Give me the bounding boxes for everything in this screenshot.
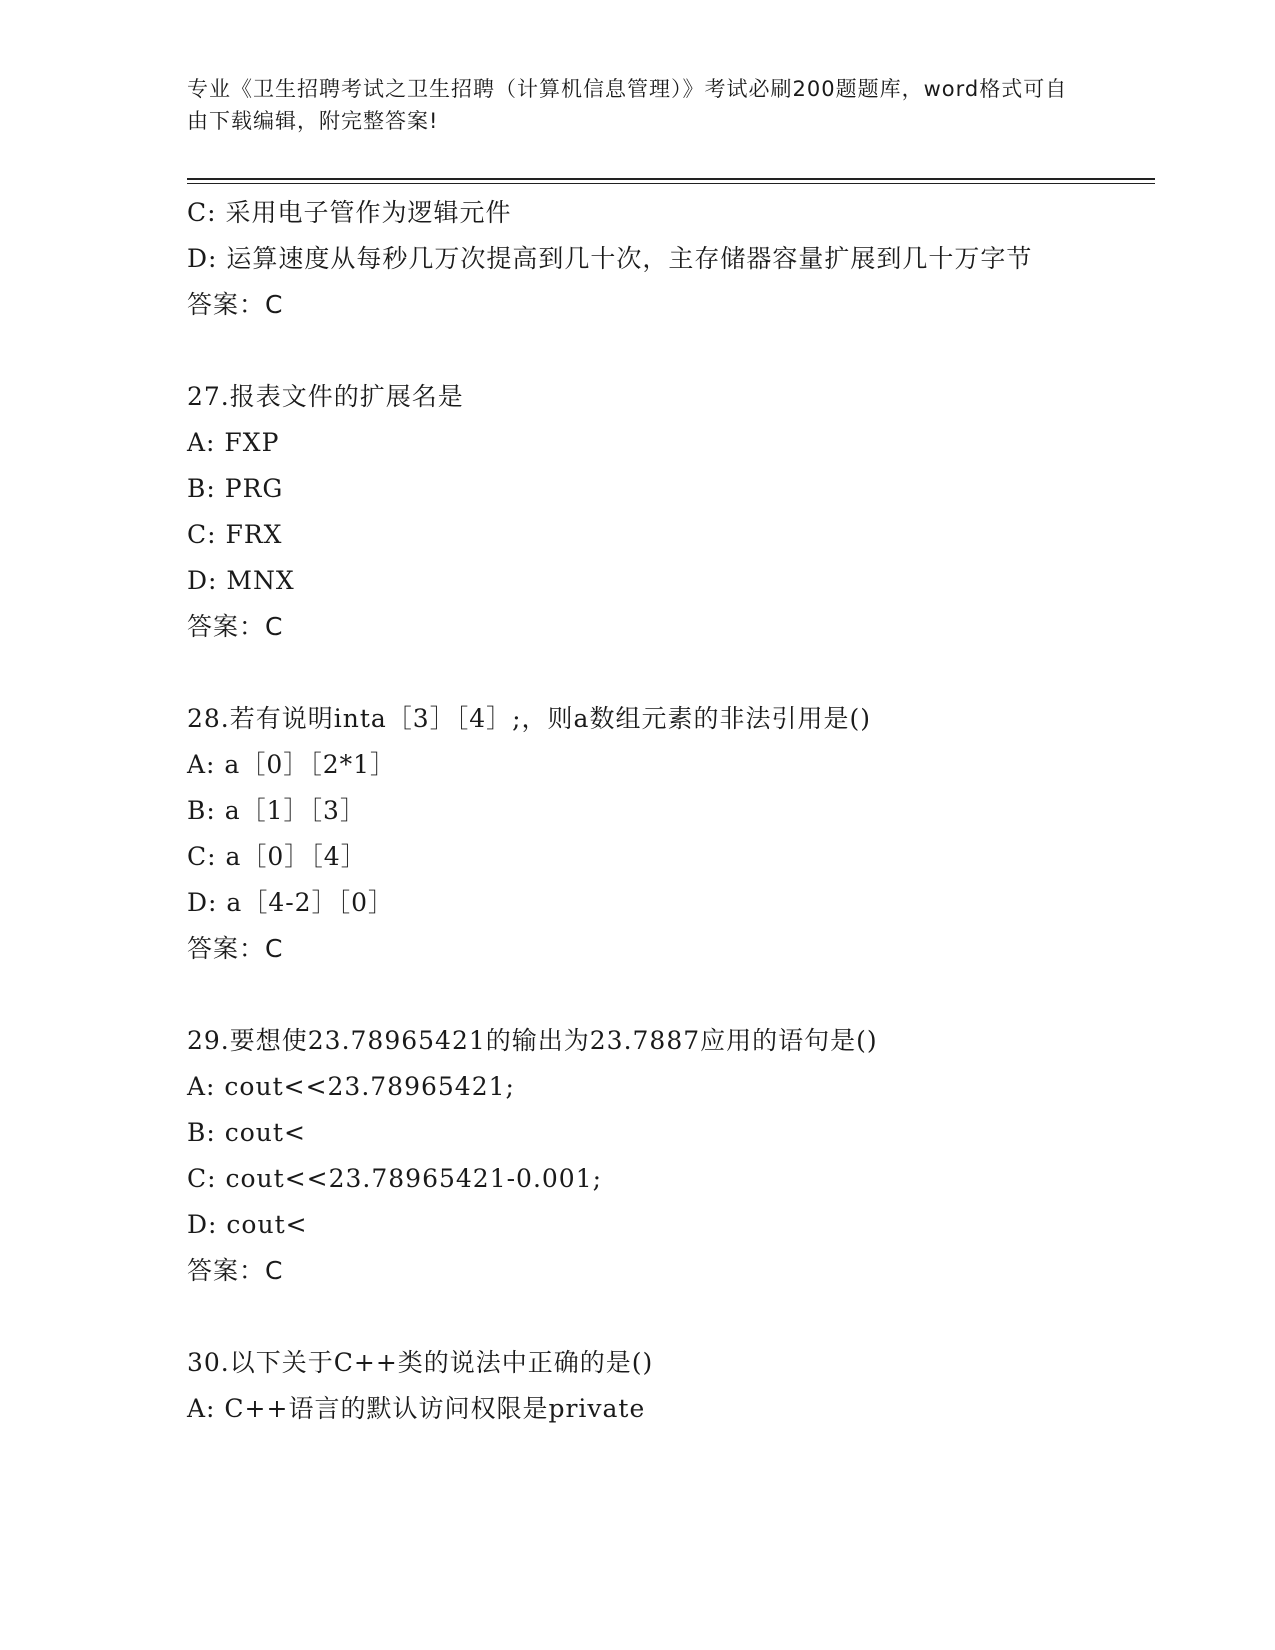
question-stem: 29.要想使23.78965421的输出为23.7887应用的语句是(): [187, 1026, 878, 1055]
option-c: C: FRX: [187, 520, 283, 549]
question-stem: 27.报表文件的扩展名是: [187, 382, 464, 411]
option-d: D: 运算速度从每秒几万次提高到几十次，主存储器容量扩展到几十万字节: [187, 244, 1033, 273]
answer: 答案：C: [187, 1256, 284, 1285]
option-b: B: a［1］［3］: [187, 796, 366, 825]
option-d: D: MNX: [187, 566, 295, 595]
option-a: A: FXP: [187, 428, 280, 457]
option-c: C: cout<<23.78965421-0.001;: [187, 1164, 603, 1193]
question-stem: 30.以下关于C++类的说法中正确的是(): [187, 1348, 654, 1377]
question-stem: 28.若有说明inta［3］［4］;，则a数组元素的非法引用是(): [187, 704, 871, 733]
option-d: D: cout<: [187, 1210, 308, 1239]
option-b: B: PRG: [187, 474, 284, 503]
option-a: A: C++语言的默认访问权限是private: [187, 1394, 646, 1423]
option-c: C: a［0］［4］: [187, 842, 367, 871]
option-a: A: a［0］［2*1］: [187, 750, 397, 779]
header-rule-thin: [187, 183, 1155, 184]
answer: 答案：C: [187, 290, 284, 319]
option-c: C: 采用电子管作为逻辑元件: [187, 198, 512, 227]
header-rule-thick: [187, 178, 1155, 180]
question-list: [187, 190, 1087, 1432]
option-b: B: cout<: [187, 1118, 306, 1147]
option-a: A: cout<<23.78965421;: [187, 1072, 515, 1101]
answer: 答案：C: [187, 934, 284, 963]
answer: 答案：C: [187, 612, 284, 641]
option-d: D: a［4-2］［0］: [187, 888, 394, 917]
document-title: 专业《卫生招聘考试之卫生招聘（计算机信息管理）》考试必刷200题题库，word格式可自由下载编辑，附完整答案!: [187, 77, 1068, 133]
